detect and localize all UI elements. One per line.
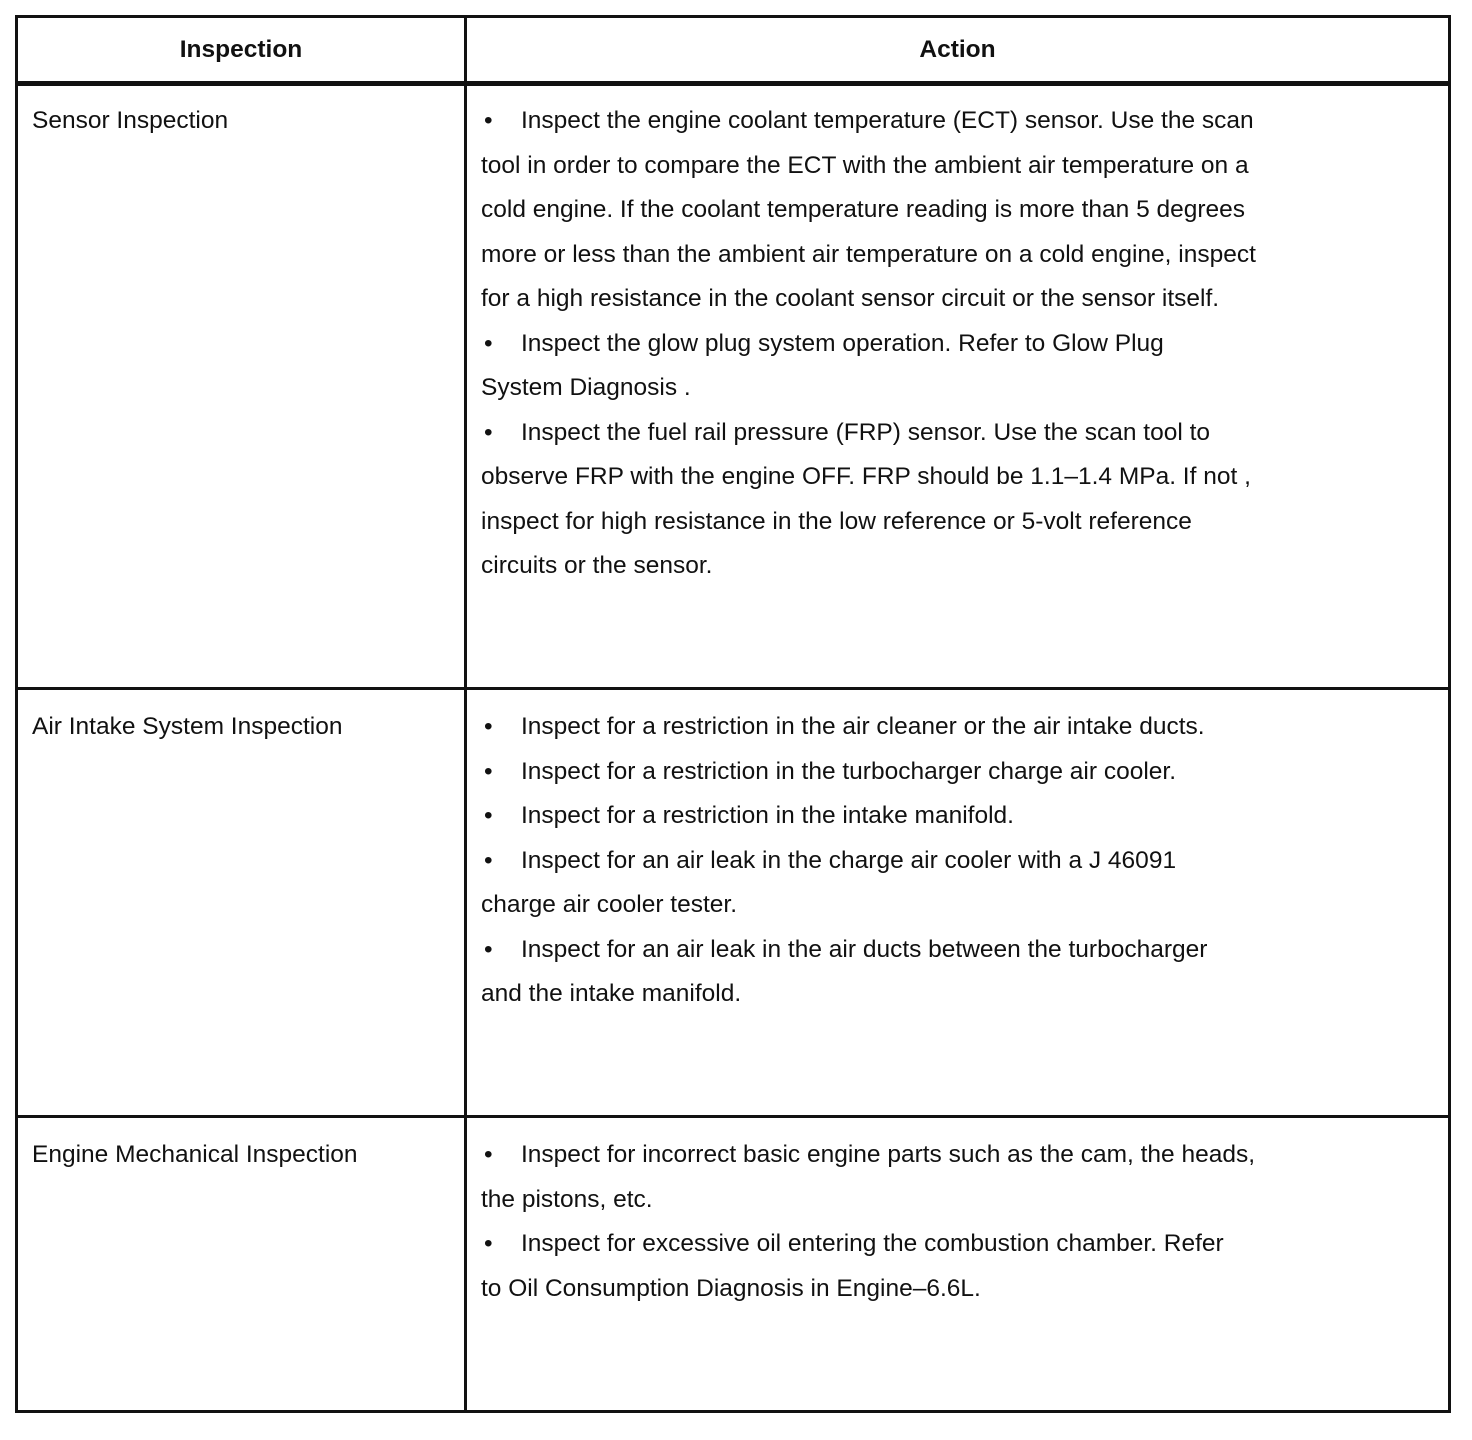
bullet-continuation [481,144,1256,189]
table-right-border [1448,15,1451,1413]
action-text: Inspect for incorrect basic engine parts such as the cam, the heads, [521,1141,1256,1168]
bullet-icon: • [484,1141,493,1168]
column-divider [464,15,467,1413]
bullet-icon: • [484,846,493,874]
bullet-icon: • [484,713,493,740]
action-text: Inspect for a restriction in the air cleaner or the air intake ducts. [521,713,1205,740]
action-text: more or less than the ambient air temperature on a cold engine, inspect [481,240,1256,268]
action-text: the pistons, etc. [481,1185,653,1213]
bullet-continuation [481,500,1256,545]
bullet-continuation [481,233,1256,278]
inspection-table [15,15,1451,1413]
row-divider-1 [15,687,1451,690]
bullet-icon: • [484,107,493,134]
action-text: and the intake manifold. [481,980,742,1007]
bullet-item [481,750,1207,795]
row-3-action [481,1133,1255,1311]
action-text: for a high resistance in the coolant sensor circuit or the sensor itself. [481,285,1220,312]
action-text: Inspect for excessive oil entering the combustion chamber. Refer [521,1230,1224,1257]
bullet-icon: • [484,418,493,446]
bullet-icon: • [484,1230,493,1257]
bullet-item [481,322,1256,367]
bullet-item [481,411,1256,456]
action-text: Inspect for a restriction in the turbocharger charge air cooler. [521,757,1177,785]
bullet-continuation [481,1178,1255,1223]
bullet-item [481,99,1256,144]
bullet-item [481,1133,1255,1178]
bullet-icon: • [484,802,493,829]
action-text: Inspect for an air leak in the charge air cooler with a J 46091 [521,846,1177,874]
bullet-continuation [481,1267,1255,1312]
action-text: Inspect the glow plug system operation. Refer to Glow Plug [521,329,1164,357]
action-text: inspect for high resistance in the low reference or 5-volt reference [481,507,1192,535]
action-text: circuits or the sensor. [481,552,713,579]
header-inspection: Inspection [179,36,303,63]
bullet-continuation [481,455,1256,500]
action-text: Inspect the fuel rail pressure (FRP) sensor. Use the scan tool to [521,418,1211,446]
bullet-continuation [481,188,1256,233]
action-text: charge air cooler tester. [481,891,738,918]
bullet-icon: • [484,757,493,785]
table-bottom-border [15,1410,1451,1413]
row-2-action [481,705,1207,1017]
bullet-continuation [481,972,1207,1017]
row-3-inspection: Engine Mechanical Inspection [32,1141,358,1168]
bullet-item [481,839,1207,884]
action-text: tool in order to compare the ECT with the ambient air temperature on a [481,151,1249,179]
row-divider-2 [15,1115,1451,1118]
bullet-item [481,794,1207,839]
bullet-item [481,1222,1255,1267]
action-text: System Diagnosis . [481,374,691,401]
bullet-continuation [481,883,1207,928]
table-left-border [15,15,18,1413]
bullet-icon: • [484,935,493,963]
row-1-action [481,99,1256,589]
action-text: cold engine. If the coolant temperature reading is more than 5 degrees [481,196,1246,223]
bullet-continuation [481,366,1256,411]
action-text: to Oil Consumption Diagnosis in Engine–6.6L. [481,1274,981,1302]
action-text: Inspect for an air leak in the air ducts between the turbocharger [521,935,1208,963]
bullet-continuation [481,277,1256,322]
action-text: Inspect for a restriction in the intake manifold. [521,802,1014,829]
header-action: Action [919,36,996,63]
bullet-item [481,705,1207,750]
action-text: observe FRP with the engine OFF. FRP should be 1.1–1.4 MPa. If not , [481,463,1251,490]
bullet-icon: • [484,329,493,357]
bullet-item [481,928,1207,973]
row-1-inspection: Sensor Inspection [32,107,229,134]
bullet-continuation [481,544,1256,589]
action-text: Inspect the engine coolant temperature (ECT) sensor. Use the scan [521,107,1254,134]
row-2-inspection: Air Intake System Inspection [32,713,343,740]
